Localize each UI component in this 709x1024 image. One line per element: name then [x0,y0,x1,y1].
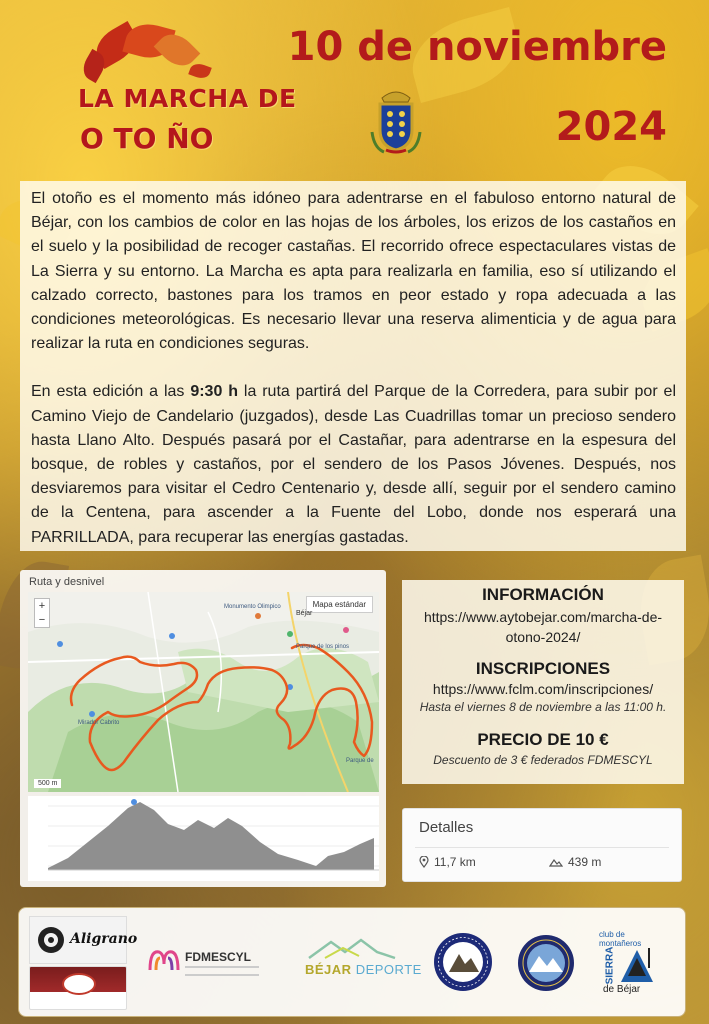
club-line4: de Béjar [603,984,641,995]
zoom-in-button[interactable]: + [38,600,46,612]
information-link[interactable]: https://www.aytobejar.com/marcha-de-otono-2024/ [423,609,663,645]
info-panel [402,580,684,784]
aligrano-name: Aligrano [70,931,138,947]
event-date: 10 de noviembre [287,24,667,70]
bejar-coat-of-arms-icon [368,88,424,154]
club-line3: SIERRA [604,946,616,985]
club-line1: club de [599,930,625,939]
montaneros-club-badge-icon [433,932,493,992]
paragraph-2-body: la ruta partirá del Parque de la Corredera, para subir por el Camino Viejo de Candelario (juzgados), desde Las Cuadrillas tomar un precioso sendero hasta Llano Alto. Después pasará por el Castañar, para adentrarse en la espesura del bosque, de robles y castaños, por el sendero de los Pasos Jóvenes. Después, nos desviaremos para visitar el Cedro Centenario y, desde allí, seguir por el sendero camino de la Centena, para ascender a la Fuente del Lobo, donde nos esperará una PARRILLADA, para recuperar las energías gastadas. [31,383,676,546]
price-discount: Descuento de 3 € federados FDMESCYL [433,753,653,767]
aligrano-logo [29,916,138,964]
map-label-monumento: Monumento Olimpico [224,604,281,610]
distance-stat [419,855,476,869]
bejar-text: BÉJAR [305,962,352,977]
scale-icon [36,925,66,955]
fdmescyl-emblem-icon [147,946,181,974]
club-montaneros-sierra-bejar-logo [597,930,669,996]
poster-header [0,0,709,180]
route-map[interactable] [28,592,379,792]
fdmescyl-subtitle-lines [185,966,259,976]
mountain-range-icon [307,938,397,960]
paragraph-2-intro: En esta edición a las [31,383,191,401]
bejar-deporte-text [305,962,422,977]
sponsors-bar [18,907,686,1017]
description-panel [20,181,686,551]
map-label-bejar: Béjar [296,610,313,617]
frutos-logo [29,966,127,1010]
bejar-deporte-logo [301,938,422,982]
details-title: Detalles [419,819,474,836]
deporte-text: DEPORTE [355,962,422,977]
inscripciones-deadline: Hasta el viernes 8 de noviembre a las 11:00 h. [419,700,667,714]
elevation-stat [549,855,601,869]
elevation-value: 439 m [568,855,602,869]
description-paragraph-2 [31,380,676,549]
marcha-logo [70,22,297,162]
map-label-parque-de: Parque de [346,758,374,764]
fdmescyl-name: FDMESCYL [185,950,251,964]
zoom-out-button[interactable]: − [38,614,46,626]
route-details-card [402,808,682,882]
event-year: 2024 [555,104,667,150]
map-label-parque: Parque de los pinos [296,644,350,650]
start-time: 9:30 h [190,383,238,401]
mountain-icon [549,857,563,867]
club-line2: montañeros [599,939,642,948]
route-map-card [20,570,386,887]
autumn-leaf-icon [188,61,212,81]
inscripciones-link[interactable]: https://www.fclm.com/inscripciones/ [432,681,654,697]
fdmescyl-logo [147,942,265,982]
logo-title-line2: O TO ÑO [80,122,214,155]
mountain-club-badge-icon [517,934,575,992]
distance-value: 11,7 km [434,855,476,869]
price-heading: PRECIO DE 10 € [477,730,609,749]
description-paragraph-1: El otoño es el momento más idóneo para adentrarse en el fabuloso entorno natural de Béjar, con los cambios de color en las hojas de los árboles, los erizos de los castaños en el suelo y la posibilidad de recoger castañas. El recorrido ofrece espectaculares vistas de La Sierra y su entorno. La Marcha es apta para realizarla en familia, eso sí utilizando el calzado correcto, bastones para los tramos en peor estado y ropa adecuada a las condiciones meteorológicas. Es necesario llevar una reserva alimenticia y de agua para realizar la ruta en condiciones seguras. [31,190,676,353]
map-scale: 500 m [34,779,61,788]
information-heading: INFORMACIÓN [482,585,604,604]
map-title: Ruta y desnivel [29,576,105,588]
elevation-profile [28,796,379,881]
map-label-mirador: Mirador Cabrito [78,720,120,726]
zoom-controls[interactable] [34,598,50,628]
details-divider [415,847,669,848]
inscripciones-heading: INSCRIPCIONES [475,659,611,678]
location-pin-icon [419,856,429,868]
frutos-emblem-icon [62,973,96,995]
route-line [28,592,379,792]
map-type-button[interactable]: Mapa estándar [306,596,373,613]
logo-title-line1: LA MARCHA DE [78,84,297,113]
sierra-peak-icon [619,948,655,984]
